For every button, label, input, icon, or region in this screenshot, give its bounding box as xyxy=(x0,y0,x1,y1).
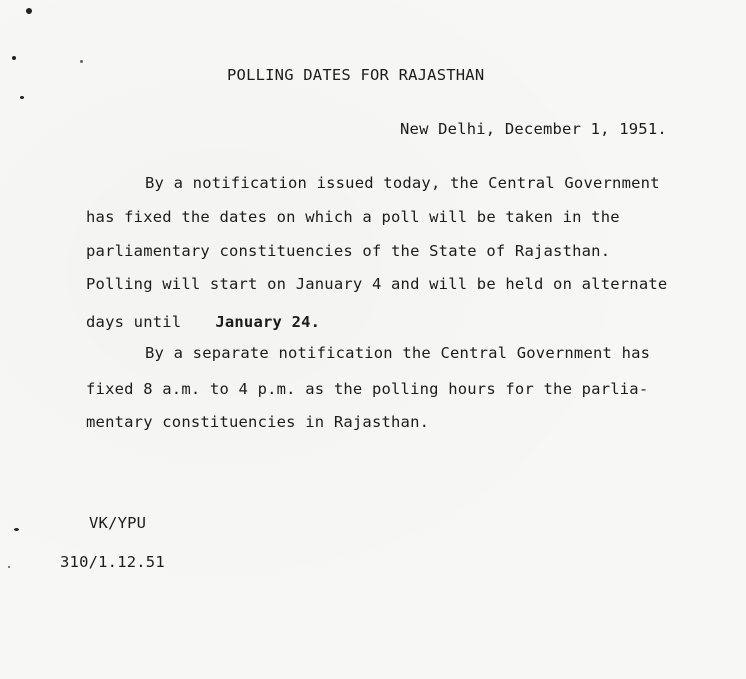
dateline: New Delhi, December 1, 1951. xyxy=(400,120,667,138)
end-date-bold: January 24. xyxy=(215,313,321,331)
document-title: POLLING DATES FOR RAJASTHAN xyxy=(227,66,485,84)
reference-initials: VK/YPU xyxy=(89,514,147,532)
paragraph-2-line-1: By a separate notification the Central Government has xyxy=(145,344,651,362)
ink-speck xyxy=(12,56,16,60)
ink-speck xyxy=(26,8,32,14)
ink-speck xyxy=(20,96,24,99)
paragraph-1-line-3: parliamentary constituencies of the State of Rajasthan. xyxy=(86,242,611,260)
paragraph-2-line-3: mentary constituencies in Rajasthan. xyxy=(86,413,430,431)
paragraph-1-line-1: By a notification issued today, the Central Government xyxy=(145,174,660,192)
file-number: 310/1.12.51 xyxy=(60,553,165,571)
paragraph-2-line-2: fixed 8 a.m. to 4 p.m. as the polling hours for the parlia- xyxy=(86,380,649,398)
paragraph-1-line-2: has fixed the dates on which a poll will be taken in the xyxy=(86,208,620,226)
ink-speck xyxy=(80,60,83,63)
paragraph-1-line-5 xyxy=(86,313,320,331)
ink-speck xyxy=(8,566,10,568)
line-5-prefix: days until xyxy=(86,313,182,331)
ink-speck xyxy=(14,528,19,531)
paragraph-1-line-4: Polling will start on January 4 and will be held on alternate xyxy=(86,275,668,293)
